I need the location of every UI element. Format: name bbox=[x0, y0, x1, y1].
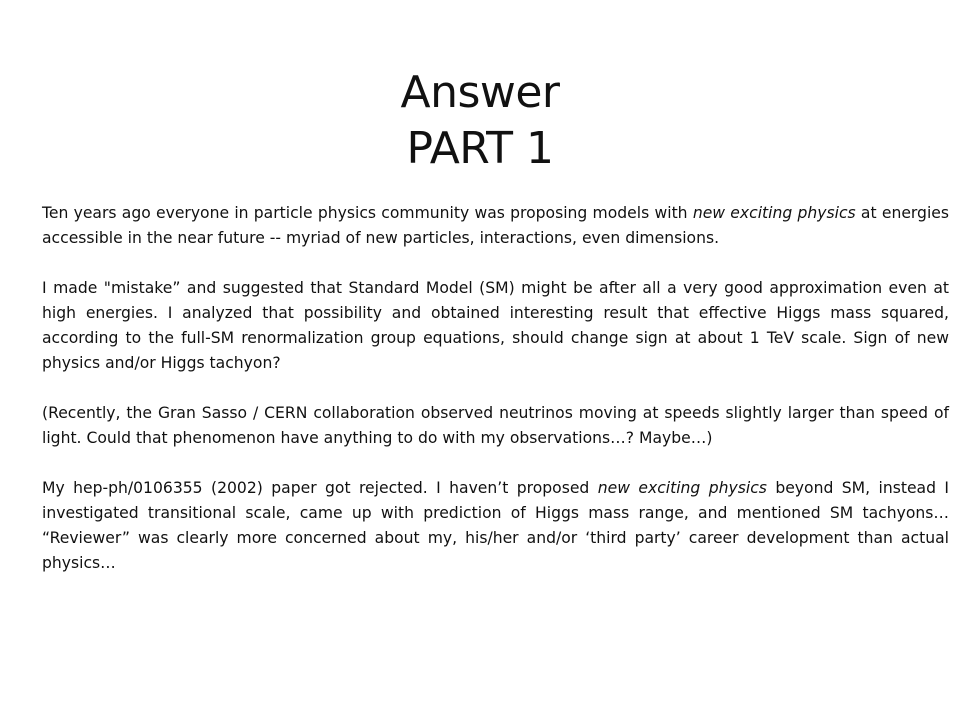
slide-title bbox=[0, 65, 960, 177]
paragraph-4 bbox=[42, 476, 949, 576]
paragraph-2 bbox=[42, 276, 949, 376]
paragraph-4-text-a: My hep-ph/0106355 (2002) paper got rejected. I haven’t proposed bbox=[42, 479, 598, 497]
paragraph-1 bbox=[42, 201, 949, 251]
paragraph-2-text: I made "mistake” and suggested that Standard Model (SM) might be after all a very good approximation even at high energies. I analyzed that possibility and obtained interesting result that effective Higgs mass squared, according to the full-SM renormalization group equations, should change sign at about 1 TeV scale. Sign of new physics and/or Higgs tachyon? bbox=[42, 279, 949, 372]
paragraph-1-emphasis: new exciting physics bbox=[692, 204, 856, 222]
paragraph-4-text-b: beyond SM, instead I investigated transitional scale, came up with prediction of Higgs mass range, and mentioned SM tachyons… “Reviewer” was clearly more concerned about my, his/her and/or ‘third party’ career development than actual physics… bbox=[42, 479, 949, 572]
paragraph-3 bbox=[42, 401, 949, 451]
paragraph-1-text-a: Ten years ago everyone in particle physics community was proposing models with bbox=[42, 204, 693, 222]
paragraph-4-emphasis: new exciting physics bbox=[597, 479, 767, 497]
slide-body bbox=[42, 201, 949, 601]
paragraph-1-text-b: at energies accessible in the near future -- myriad of new particles, interactions, even dimensions. bbox=[42, 204, 950, 247]
title-line-2: PART 1 bbox=[406, 123, 554, 175]
title-line-1: Answer bbox=[400, 67, 560, 119]
paragraph-3-text: (Recently, the Gran Sasso / CERN collaboration observed neutrinos moving at speeds slightly larger than speed of light. Could that phenomenon have anything to do with my observations…? Maybe…) bbox=[42, 404, 949, 447]
